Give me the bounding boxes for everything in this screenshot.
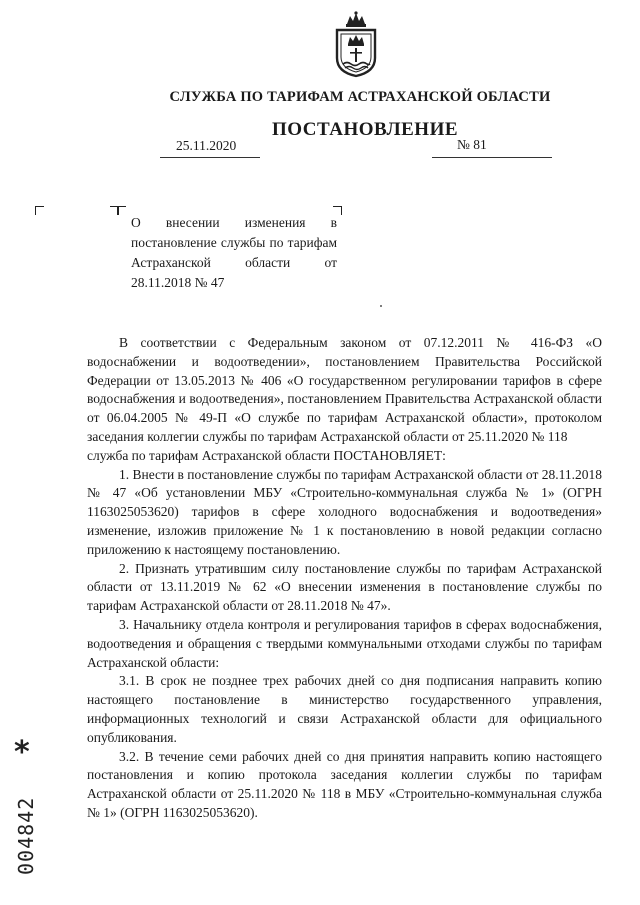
item-3-2: 3.2. В течение семи рабочих дней со дня принятия направить копию настоящего постановления и копию протокола заседания коллегии службы по тарифам Астраханской области от 25.11.2020 № 118 в МБУ «Строительно-коммунальная служба № 1» (ОГРН 1163025053620).: [87, 748, 602, 820]
organization-title: СЛУЖБА ПО ТАРИФАМ АСТРАХАНСКОЙ ОБЛАСТИ: [169, 89, 551, 105]
margin-asterisk: *: [14, 735, 30, 770]
document-body: [87, 334, 602, 823]
item-1: 1. Внести в постановление службы по тарифам Астраханской области от 28.11.2018 № 47 «Об установлении МБУ «Строительно-коммунальная служба № 1» (ОГРН 1163025053620) тарифов в сфере холодного водоснабжения и водоотведения» изменение, изложив приложение № 1 к постановлению в новой редакции согласно приложению к настоящему постановлению.: [87, 466, 602, 557]
corner-mark: [117, 206, 126, 215]
date-underline: [160, 157, 260, 158]
item-2: 2. Признать утратившим силу постановление службы по тарифам Астраханской области от 13.11.2019 № 62 «О внесении изменения в постановление службы по тарифам Астраханской области от 28.11.2018 № 47».: [87, 560, 602, 614]
item-3: 3. Начальнику отдела контроля и регулирования тарифов в сферах водоснабжения, водоотведения и обращения с твердыми коммунальными отходами службы по тарифам Астраханской области:: [87, 616, 602, 670]
number-underline: [432, 157, 552, 158]
coat-of-arms-icon: [333, 10, 379, 78]
resolves-line: служба по тарифам Астраханской области ПОСТАНОВЛЯЕТ:: [87, 447, 446, 463]
document-number: № 81: [457, 137, 487, 152]
corner-mark: [35, 206, 44, 215]
serial-number: 004842: [14, 796, 38, 875]
preamble-paragraph: В соответствии с Федеральным законом от 07.12.2011 № 416-ФЗ «О водоснабжении и водоотведении», постановлением Правительства Российской Федерации от 13.05.2013 № 406 «О государственном регулировании тарифов в сфере водоснабжения и водоотведения», постановлением Правительства Астраханской области от 06.04.2005 № 49-П «О службе по тарифам Астраханской области», протоколом заседания коллегии службы по тарифам Астраханской области от 25.11.2020 № 118: [87, 335, 602, 444]
document-subject: О внесении изменения в постановление службы по тарифам Астраханской области от 28.11.2018 № 47: [131, 215, 337, 290]
item-3-1: 3.1. В срок не позднее трех рабочих дней со дня подписания направить копию настоящего постановление в министерство государственного управления, информационных технологий и связи Астраханской области для официального опубликования.: [87, 673, 602, 745]
document-type: ПОСТАНОВЛЕНИЕ: [272, 119, 459, 140]
document-date: 25.11.2020: [176, 138, 237, 153]
scan-speck: [380, 305, 382, 307]
